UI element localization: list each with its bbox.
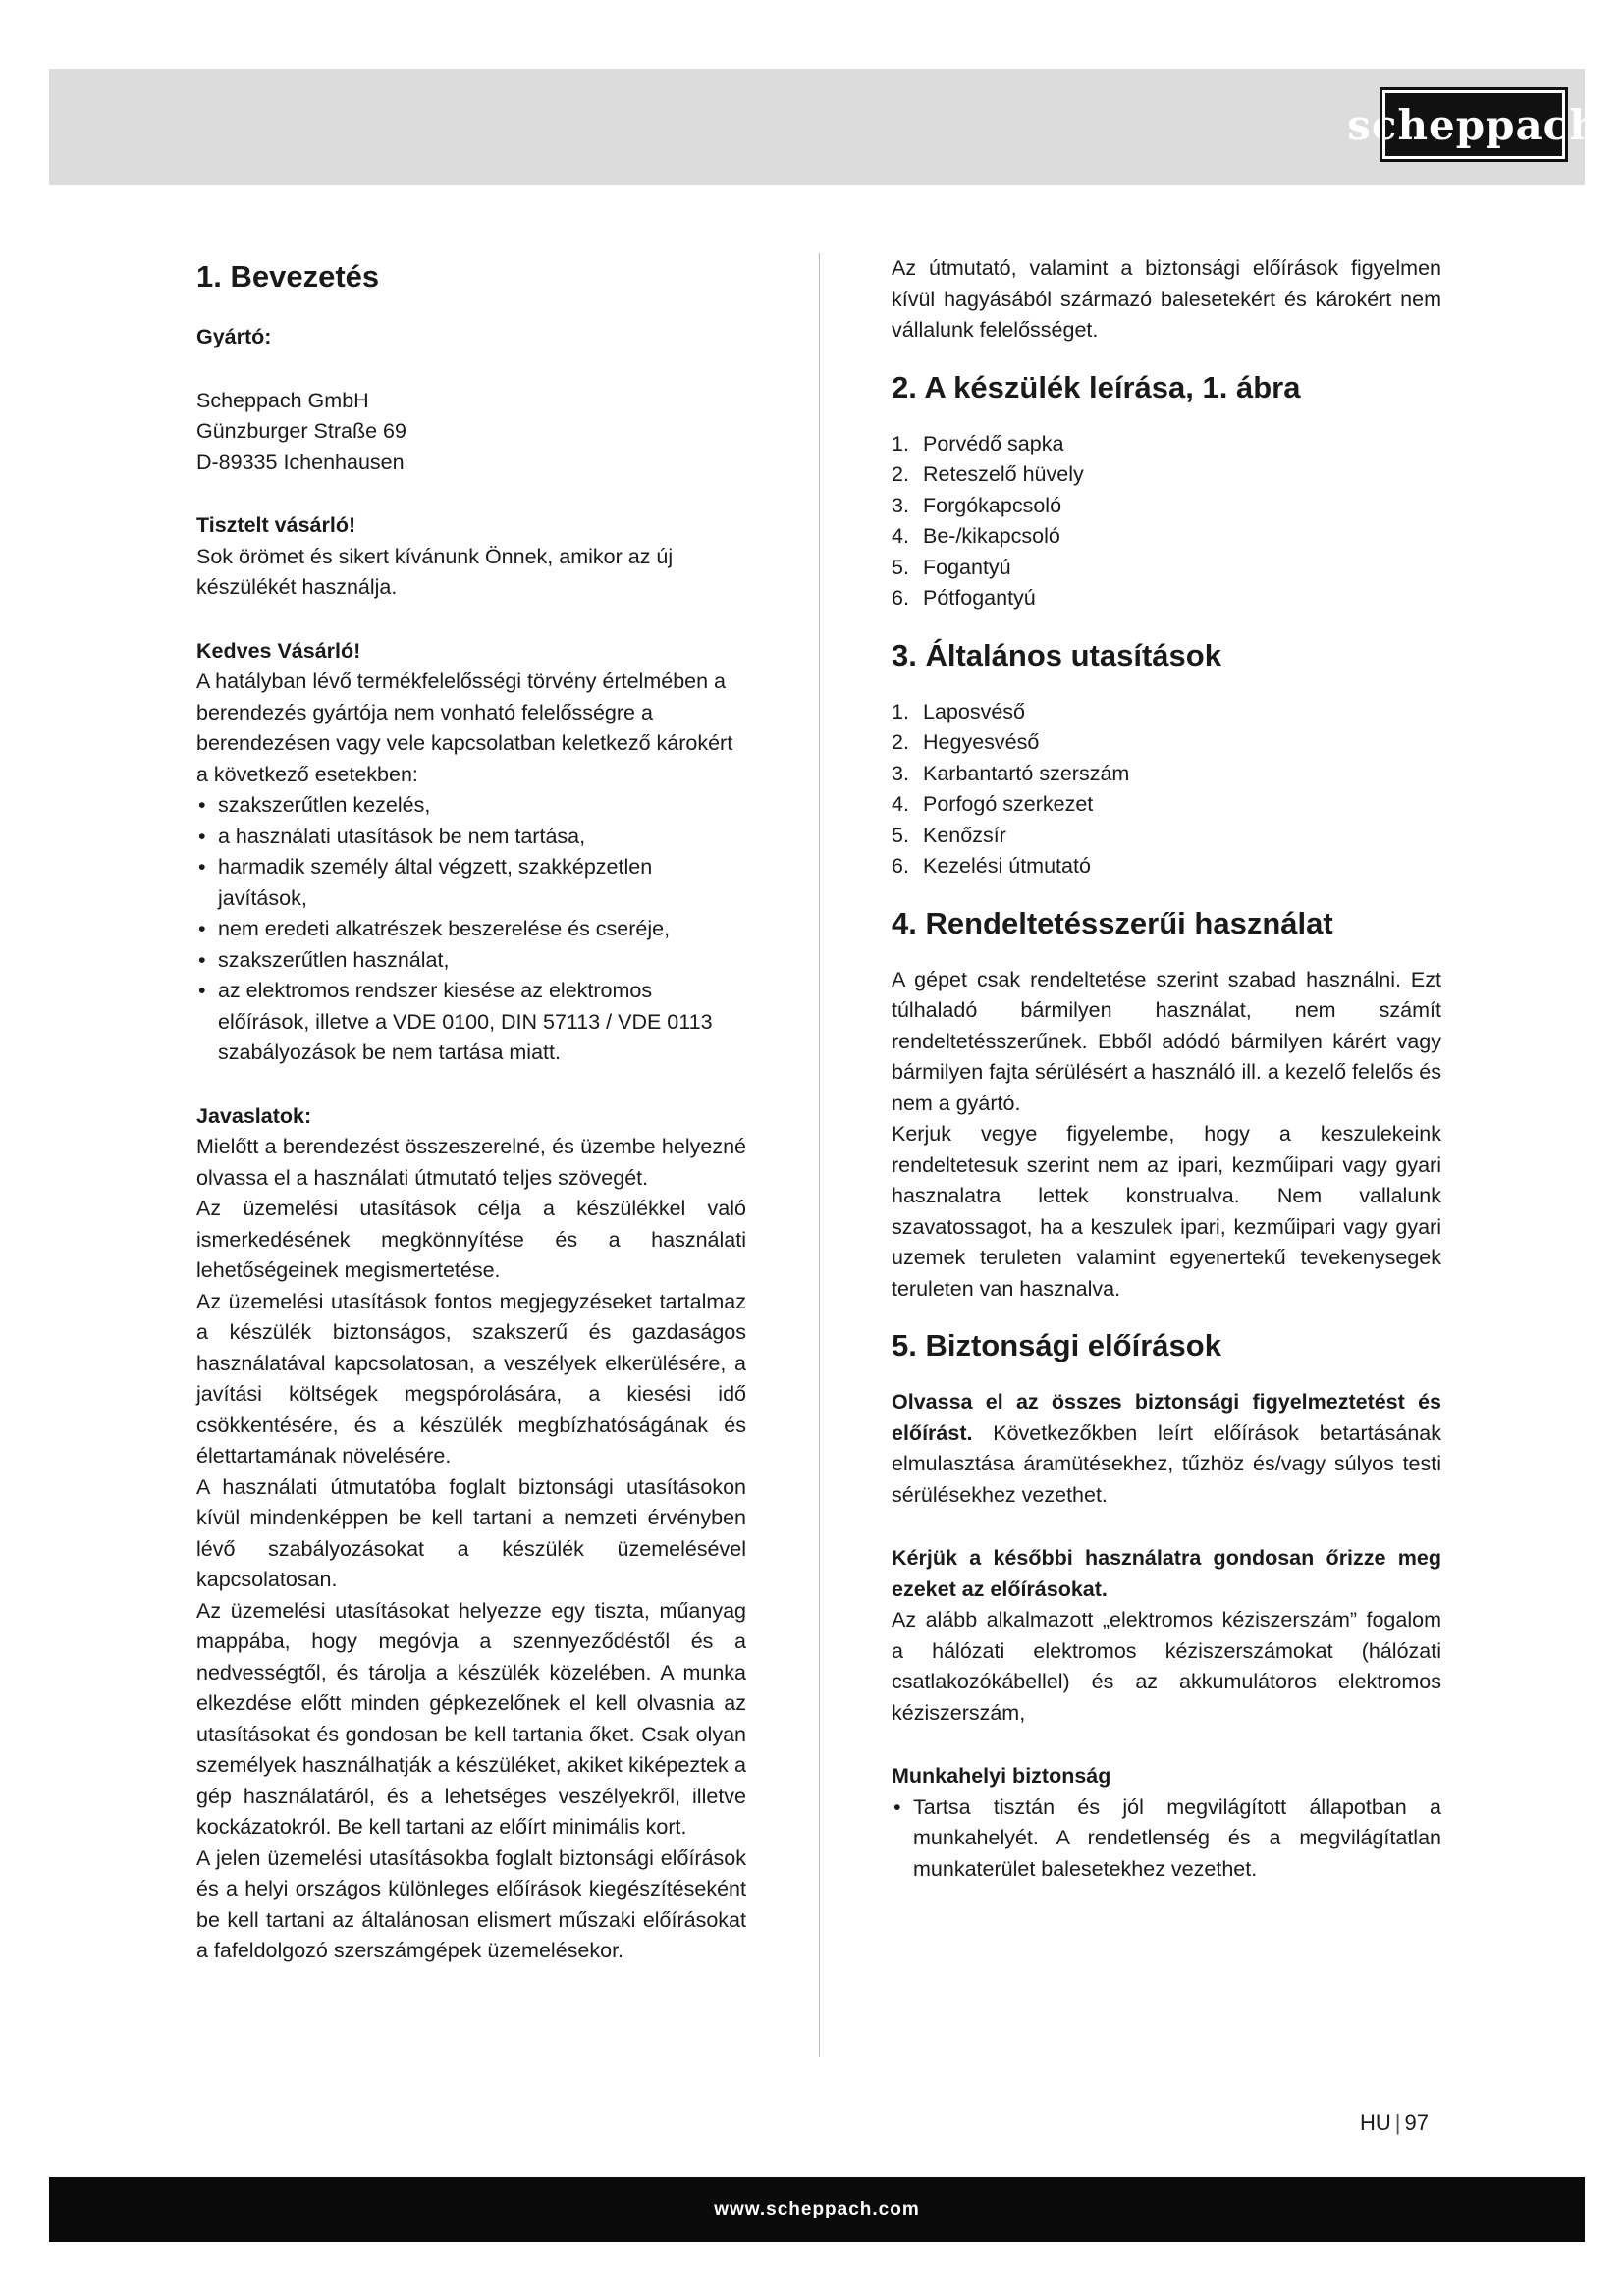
list-item: 3. Forgókapcsoló <box>892 493 1062 517</box>
manufacturer-label: Gyártó: <box>196 325 272 348</box>
tips-paragraph: Mielőtt a berendezést összeszerelné, és üzembe helyezné olvassa el a használati útmutató teljes szövegét. <box>196 1135 746 1190</box>
left-column <box>196 253 746 1967</box>
tips-paragraph: Az üzemelési utasítások fontos megjegyzéseket tartalmaz a készülék biztonságos, szakszerű és gazdaságos használatával kapcsolatosan, a veszélyek elkerülésére, a javítási költségek megspórolására, a kiesési idő csökkentésére, és a készülék megbízhatóságának és élettartamának növelésére. <box>196 1289 746 1468</box>
list-item: • az elektromos rendszer kiesése az elektromos előírások, illetve a VDE 0100, DIN 57113 / VDE 0113 szabályozások be nem tartása miatt. <box>196 976 746 1069</box>
manufacturer-address <box>196 386 746 479</box>
footer-band <box>49 2177 1585 2242</box>
list-item: 6. Kezelési útmutató <box>892 854 1091 878</box>
right-column <box>892 253 1441 1885</box>
list-item: 1. Laposvéső <box>892 699 1025 723</box>
tips-paragraph: A használati útmutatóba foglalt biztonsági utasításokon kívül mindenképpen be kell tartani a nemzeti érvényben lévő szabályozásokat a készülék üzemelésével kapcsolatosan. <box>196 1474 746 1591</box>
page-number: HU | 97 <box>1360 2110 1429 2135</box>
address-line: Günzburger Straße 69 <box>196 419 406 443</box>
workplace-safety-title: Munkahelyi biztonság <box>892 1764 1111 1788</box>
scheppach-logo: scheppach <box>1382 90 1565 159</box>
section-4-title: 4. Rendeltetésszerűi használat <box>892 905 1333 940</box>
dear-customer-title: Kedves Vásárló! <box>196 638 361 663</box>
dear-buyer-title: Tisztelt vásárló! <box>196 513 356 537</box>
list-item: 1. Porvédő sapka <box>892 431 1064 455</box>
safety-lead-paragraph: Olvassa el az összes biztonsági figyelmeztetést és előírást. Következőkben leírt előírások betartásának elmulasztása áramütésekhez, tűzhöz és/vagy súlyos testi sérülésekhez vezethet. <box>892 1390 1441 1507</box>
page-number-value: 97 <box>1404 2110 1429 2135</box>
address-line: Scheppach GmbH <box>196 388 369 412</box>
list-item: • a használati utasítások be nem tartása, <box>196 822 746 853</box>
list-item: • nem eredeti alkatrészek beszerelése és cseréje, <box>196 914 746 945</box>
list-item: 4. Porfogó szerkezet <box>892 792 1094 816</box>
list-item: • harmadik személy által végzett, szakképzetlen javítások, <box>196 852 746 914</box>
section-5-title: 5. Biztonsági előírások <box>892 1328 1221 1362</box>
dear-customer-text: A hatályban lévő termékfelelősségi törvény értelmében a berendezés gyártója nem vonható felelősségre a berendezésen vagy vele kapcsolatban keletkező károkért a következő esetekben: <box>196 669 733 786</box>
section-2-title: 2. A készülék leírása, 1. ábra <box>892 369 1301 404</box>
list-item: 4. Be-/kikapcsoló <box>892 524 1060 548</box>
column-divider <box>819 253 820 2057</box>
section-3-title: 3. Általános utasítások <box>892 637 1221 672</box>
list-item: • szakszerűtlen kezelés, <box>196 790 746 822</box>
tips-paragraph: Az üzemelési utasításokat helyezze egy tiszta, műanyag mappába, hogy megóvja a szennyeződéstől és a nedvességtől, és tárolja a készülék közelében. A munka elkezdése előtt minden gépkezelőnek el kell olvasnia az utasításokat és gondosan be kell tartania őket. Csak olyan személyek használhatják a készüléket, akiket kiképeztek a gép használatáról, és a lehetséges veszélyekről, illetve kockázatokról. Be kell tartani az előírt minimális kort. <box>196 1598 746 1839</box>
workplace-safety-list <box>892 1792 1441 1886</box>
intended-use-paragraph: Kerjuk vegye figyelembe, hogy a keszulekeink rendeltetesuk szerint nem az ipari, kezműipari vagy gyari hasznalatra lettek konstrualva. Nem vallalunk szavatossagot, ha a keszulek ipari, kezműipari vagy gyari uzemek teruleten valamint egyenertekű tevekenysegek teruleten van hasznalva. <box>892 1122 1441 1301</box>
tips-paragraph: Az üzemelési utasítások célja a készülékkel való ismerkedésének megkönnyítése és a használati lehetőségeinek megismertetése. <box>196 1197 746 1282</box>
list-item: • Tartsa tisztán és jól megvilágított állapotban a munkahelyét. A rendetlenség és a megvilágítatlan munkaterület balesetekhez vezethet. <box>892 1792 1441 1886</box>
keep-instructions-title: Kérjük a későbbi használatra gondosan őrizze meg ezeket az előírásokat. <box>892 1546 1441 1601</box>
list-item: 5. Kenőzsír <box>892 823 1006 847</box>
page-language: HU <box>1360 2110 1391 2135</box>
disclaimer-text: Az útmutató, valamint a biztonsági előírások figyelmen kívül hagyásából származó balesetekért és károkért nem vállalunk felelősséget. <box>892 256 1441 342</box>
intended-use-paragraph: A gépet csak rendeltetése szerint szabad használni. Ezt túlhaladó bármilyen használat, nem számít rendeltetésszerűnek. Ebből adódó bármilyen kárért vagy bármilyen fajta sérülésért a használó ill. a kezelő felelős és nem a gyártó. <box>892 967 1441 1115</box>
accessories-list <box>892 697 1441 882</box>
list-item: • szakszerűtlen használat, <box>196 945 746 977</box>
tips-title: Javaslatok: <box>196 1103 312 1128</box>
list-item: 5. Fogantyú <box>892 555 1011 579</box>
list-item: 2. Hegyesvéső <box>892 730 1040 754</box>
list-item: 2. Reteszelő hüvely <box>892 462 1084 486</box>
section-1-title: 1. Bevezetés <box>196 259 380 294</box>
list-item: 6. Pótfogantyú <box>892 586 1036 610</box>
list-item: 3. Karbantartó szerszám <box>892 761 1130 785</box>
address-line: D-89335 Ichenhausen <box>196 450 405 474</box>
device-parts-list <box>892 429 1441 614</box>
footer-url: www.scheppach.com <box>714 2199 920 2219</box>
dear-buyer-text: Sok örömet és sikert kívánunk Önnek, amikor az új készülékét használja. <box>196 544 674 599</box>
power-tool-definition: Az alább alkalmazott „elektromos kéziszerszám” fogalom a hálózati elektromos kéziszerszámokat (hálózati csatlakozókábellel) és az akkumulátoros elektromos kéziszerszám, <box>892 1608 1441 1725</box>
liability-cases-list <box>196 790 746 1069</box>
tips-paragraph: A jelen üzemelési utasításokba foglalt biztonsági előírások és a helyi országos különleges előírások kiegészítéseként be kell tartani az általánosan elismert műszaki előírásokat a fafeldolgozó szerszámgépek üzemelésekor. <box>196 1845 746 1962</box>
